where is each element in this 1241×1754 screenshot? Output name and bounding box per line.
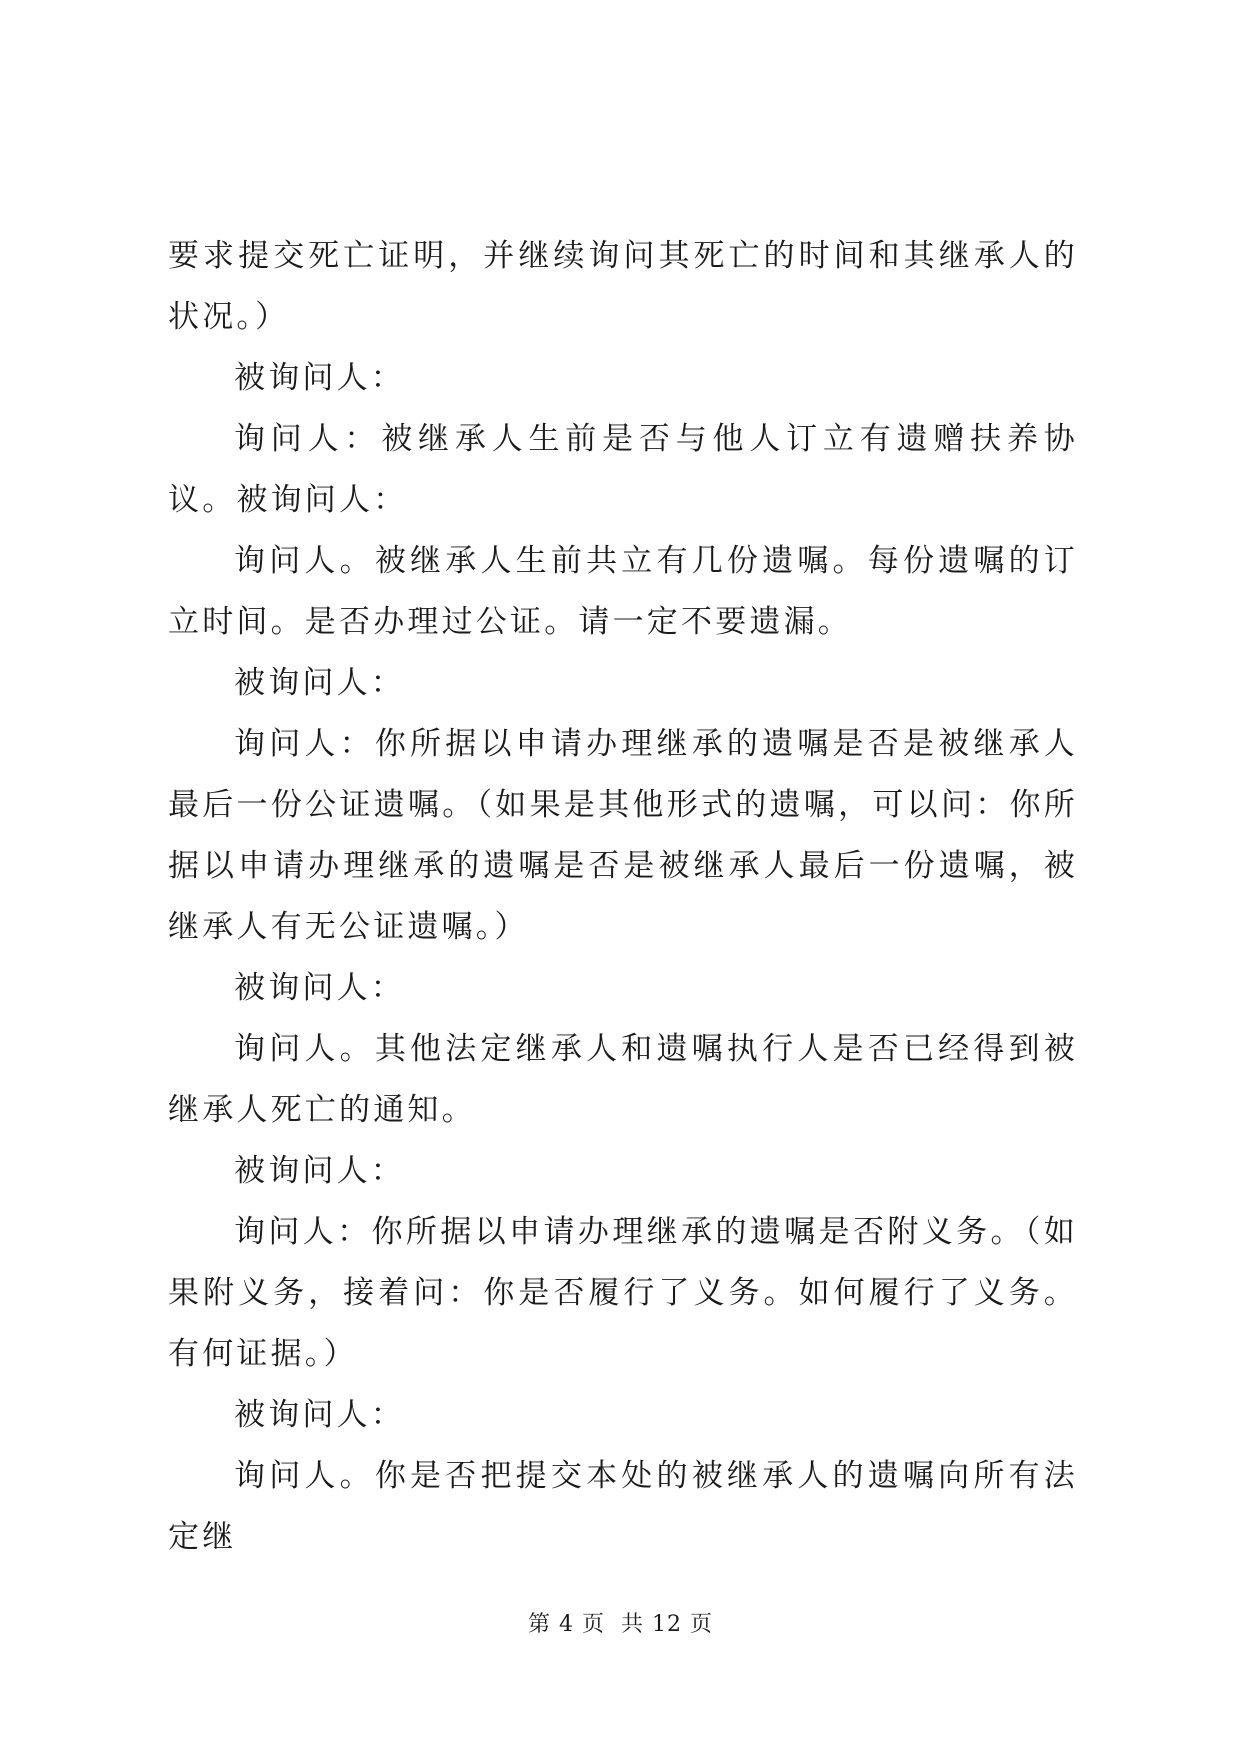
page-number: 第 4 页 共 12 页 [528, 1612, 713, 1637]
paragraph-respondent: 被询问人： [234, 360, 405, 396]
page-footer [0, 1607, 1241, 1638]
paragraph-question: 询问人：你所据以申请办理继承的遗嘱是否是被继承人最后一份公证遗嘱。（如果是其他形式的遗嘱，可以问：你所据以申请办理继承的遗嘱是否是被继承人最后一份遗嘱，被继承人有无公证遗嘱。） [168, 726, 1078, 945]
paragraph-respondent: 被询问人： [234, 1153, 405, 1189]
document-body [168, 226, 1078, 1568]
paragraph-respondent: 被询问人： [234, 970, 405, 1006]
paragraph-question: 询问人：被继承人生前是否与他人订立有遗赠扶养协议。被询问人： [168, 421, 1078, 518]
paragraph-respondent: 被询问人： [234, 665, 405, 701]
paragraph-question: 询问人：你所据以申请办理继承的遗嘱是否附义务。（如果附义务，接着问：你是否履行了义务。如何履行了义务。有何证据。） [168, 1214, 1078, 1372]
paragraph-question: 询问人。被继承人生前共立有几份遗嘱。每份遗嘱的订立时间。是否办理过公证。请一定不要遗漏。 [168, 543, 1078, 640]
paragraph-question: 询问人。你是否把提交本处的被继承人的遗嘱向所有法定继 [168, 1458, 1078, 1555]
paragraph-continuation: 要求提交死亡证明，并继续询问其死亡的时间和其继承人的状况。） [168, 238, 1078, 335]
paragraph-question: 询问人。其他法定继承人和遗嘱执行人是否已经得到被继承人死亡的通知。 [168, 1031, 1078, 1128]
paragraph-respondent: 被询问人： [234, 1397, 405, 1433]
